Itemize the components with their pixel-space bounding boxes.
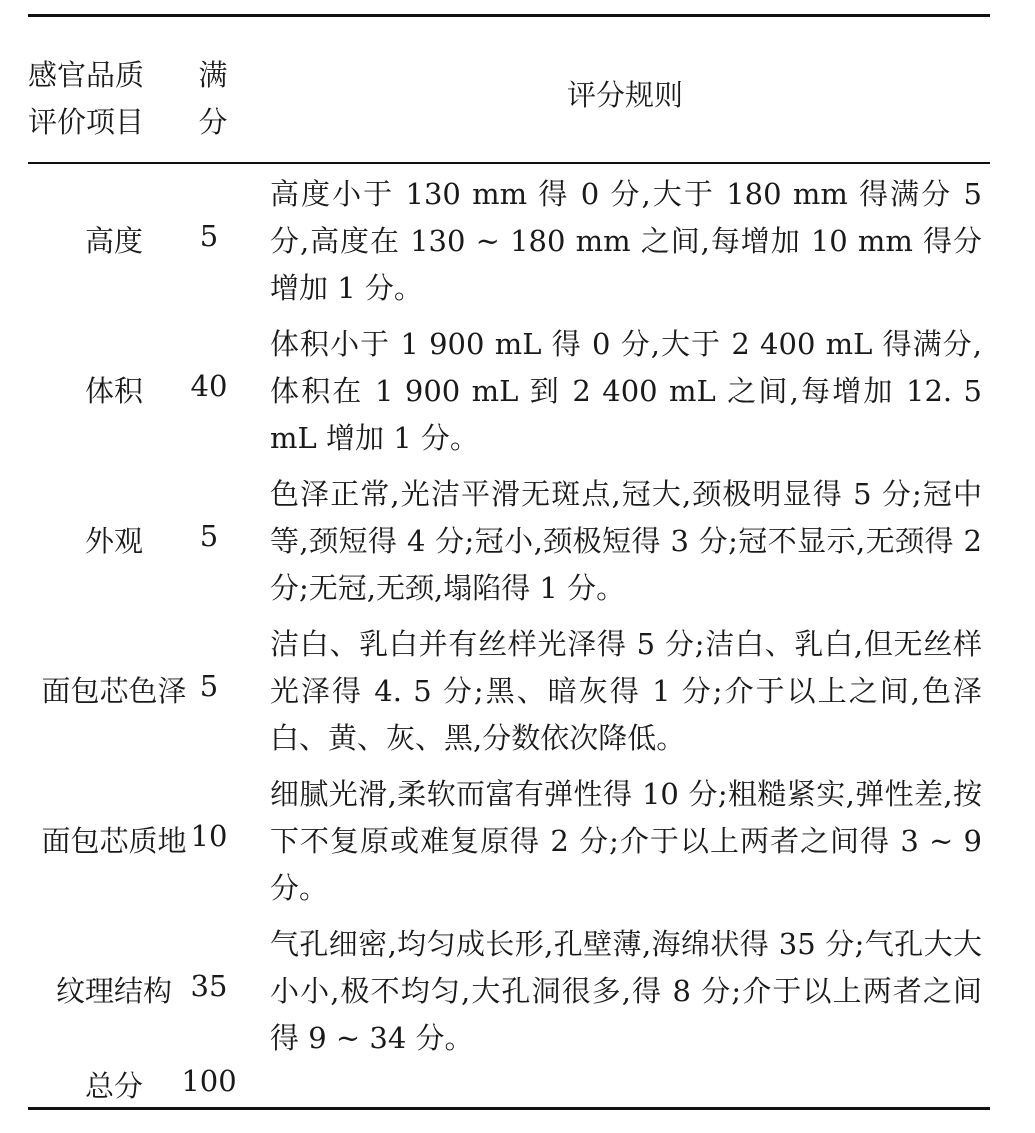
row-item-appearance: 外观 (84, 524, 143, 558)
row-score-appearance: 5 (199, 519, 219, 553)
row-score-grain-structure: 35 (190, 969, 228, 1003)
header-score-line1: 满 (198, 58, 228, 92)
row-score-height: 5 (199, 219, 219, 253)
header-item (28, 52, 188, 146)
total-label: 总分 (84, 1069, 143, 1103)
row-rule-crumb-color: 洁白、乳白并有丝样光泽得 5 分;洁白、乳白,但无丝样光泽得 4. 5 分;黑、暗灰得 1 分;介于以上之间,色泽白、黄、灰、黑,分数依次降低。 (270, 627, 982, 755)
table-bottom-rule (28, 1107, 990, 1110)
row-rule-crumb-texture: 细腻光滑,柔软而富有弹性得 10 分;粗糙紧实,弹性差,按下不复原或难复原得 2 分;介于以上两者之间得 3 ~ 9 分。 (270, 777, 982, 905)
row-rule-height: 高度小于 130 mm 得 0 分,大于 180 mm 得满分 5 分,高度在 130 ~ 180 mm 之间,每增加 10 mm 得分增加 1 分。 (270, 177, 982, 305)
row-item-volume: 体积 (84, 374, 143, 408)
row-score-crumb-color: 5 (199, 669, 219, 703)
table-top-rule (28, 14, 990, 17)
header-score-line2: 分 (198, 105, 228, 139)
row-rule-appearance: 色泽正常,光洁平滑无斑点,冠大,颈极明显得 5 分;冠中等,颈短得 4 分;冠小,颈极短得 3 分;冠不显示,无颈得 2 分;无冠,无颈,塌陷得 1 分。 (270, 477, 982, 605)
row-rule-grain-structure: 气孔细密,均匀成长形,孔壁薄,海绵状得 35 分;气孔大大小小,极不均匀,大孔洞很多,得 8 分;介于以上两者之间得 9 ~ 34 分。 (270, 927, 982, 1055)
row-item-height: 高度 (84, 224, 143, 258)
row-score-crumb-texture: 10 (190, 819, 228, 853)
row-item-grain-structure: 纹理结构 (55, 974, 172, 1008)
total-score: 100 (181, 1064, 237, 1098)
header-item-line2: 评价项目 (28, 105, 145, 139)
table-header-rule (28, 162, 990, 164)
header-item-line1: 感官品质 (28, 58, 145, 92)
row-item-crumb-texture: 面包芯质地 (41, 824, 187, 858)
row-score-volume: 40 (190, 369, 228, 403)
header-score (188, 52, 238, 146)
row-item-crumb-color: 面包芯色泽 (41, 674, 187, 708)
header-rule: 评分规则 (566, 78, 683, 112)
scoring-table (28, 14, 990, 1110)
row-rule-volume: 体积小于 1 900 mL 得 0 分,大于 2 400 mL 得满分,体积在 1 900 mL 到 2 400 mL 之间,每增加 12. 5 mL 增加 1 分。 (270, 327, 982, 455)
